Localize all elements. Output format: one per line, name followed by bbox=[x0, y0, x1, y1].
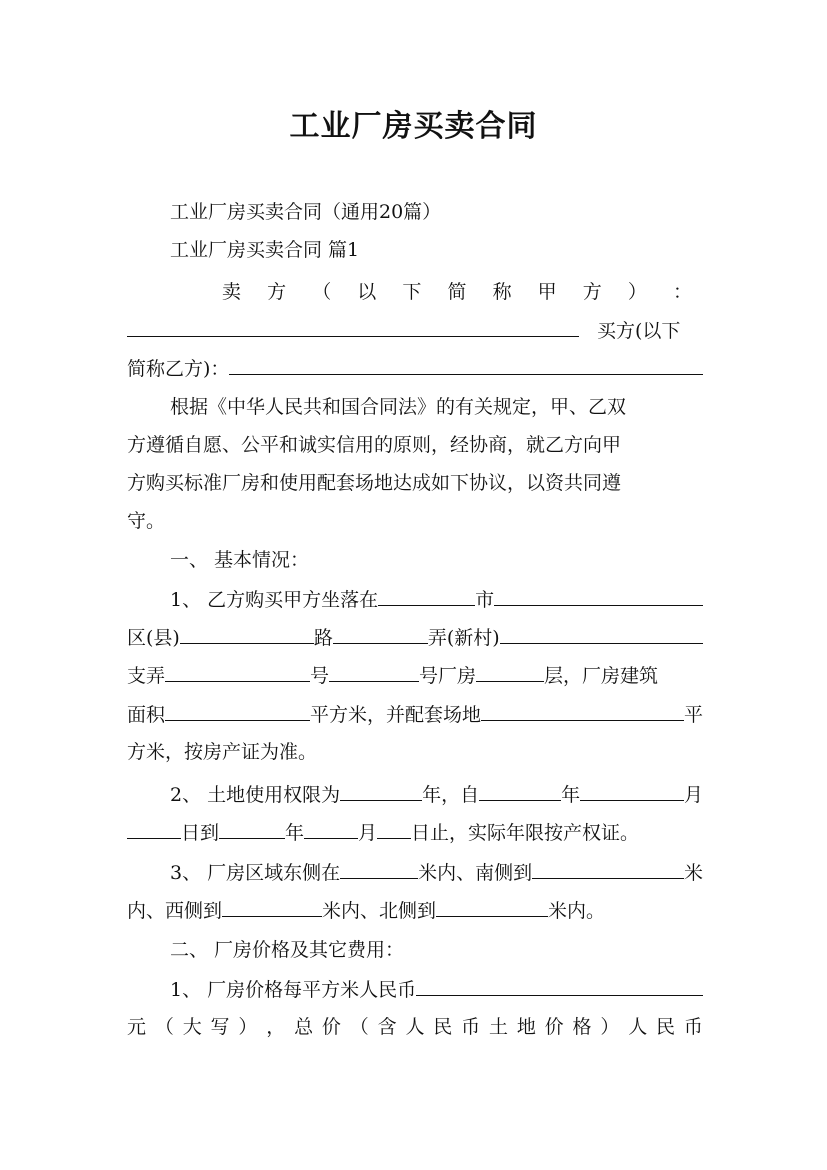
to-day-blank bbox=[377, 820, 411, 839]
price-line-char: 民 bbox=[433, 1016, 453, 1038]
buyer-line-2 bbox=[127, 356, 703, 381]
site-area-blank bbox=[481, 702, 684, 721]
road-blank bbox=[180, 625, 314, 644]
west-blank bbox=[222, 898, 322, 917]
price-line-char: 土 bbox=[488, 1016, 508, 1038]
item2-text-h: 日止，实际年限按产权证。 bbox=[411, 822, 640, 844]
village-blank bbox=[500, 625, 703, 644]
price-line-char: ） bbox=[600, 1016, 620, 1038]
district-blank bbox=[494, 587, 703, 606]
to-month-blank bbox=[304, 820, 358, 839]
seller-label-char: （ bbox=[312, 281, 332, 303]
seller-label-char: 简 bbox=[447, 281, 467, 303]
price-line-char: 大 bbox=[182, 1016, 202, 1038]
from-year-blank bbox=[479, 782, 561, 801]
item1-line4 bbox=[127, 702, 703, 727]
item2-text-b: 年，自 bbox=[422, 784, 480, 806]
price-line-char: 地 bbox=[516, 1016, 536, 1038]
item2-text-g: 月 bbox=[358, 822, 378, 844]
floor-blank bbox=[476, 663, 544, 682]
south-blank bbox=[532, 860, 684, 879]
seller-label-char: 甲 bbox=[537, 281, 557, 303]
item1-text-c: 区(县) bbox=[127, 627, 180, 649]
item2-text-d: 月 bbox=[683, 784, 703, 806]
price-line-char: （ bbox=[154, 1016, 174, 1038]
price-line-char: 民 bbox=[656, 1016, 676, 1038]
price-line-char: 价 bbox=[544, 1016, 564, 1038]
item1-text-b: 市 bbox=[475, 589, 495, 611]
price-line-char: 币 bbox=[461, 1016, 481, 1038]
item1-text-e: 弄(新村) bbox=[427, 627, 500, 649]
item1-text-a: 1、 乙方购买甲方坐落在 bbox=[170, 589, 379, 611]
price-line2 bbox=[127, 1015, 703, 1039]
from-month-blank bbox=[580, 782, 684, 801]
seller-label-char: 以 bbox=[357, 281, 377, 303]
item3-text-f: 米内。 bbox=[548, 900, 606, 922]
para1-line1: 根据《中华人民共和国合同法》的有关规定，甲、乙双 bbox=[170, 396, 627, 418]
branch-lane-blank bbox=[165, 663, 310, 682]
buyer-line bbox=[127, 318, 703, 343]
price-text-a: 1、 厂房价格每平方米人民币 bbox=[170, 979, 417, 1001]
para1-line4: 守。 bbox=[127, 510, 166, 532]
city-blank bbox=[378, 587, 475, 606]
section1-title: 一、 基本情况： bbox=[170, 549, 310, 571]
seller-label-char: 称 bbox=[492, 281, 512, 303]
item3-text-e: 米内、北侧到 bbox=[322, 900, 437, 922]
seller-label-char: ： bbox=[672, 281, 692, 303]
to-year-blank bbox=[219, 820, 285, 839]
years-blank bbox=[340, 782, 422, 801]
price-line-char: ） bbox=[238, 1016, 258, 1038]
price-line-char: （ bbox=[349, 1016, 369, 1038]
from-day-blank bbox=[127, 820, 181, 839]
price-line-char: 元 bbox=[127, 1016, 147, 1038]
item1-line5: 方米，按房产证为准。 bbox=[127, 741, 318, 763]
item1-line3 bbox=[127, 663, 703, 688]
seller-label-char: 方 bbox=[267, 281, 287, 303]
price-line-char: 币 bbox=[683, 1016, 703, 1038]
item2-text-a: 2、 土地使用权限为 bbox=[170, 784, 341, 806]
buyer-label-2: 简称乙方)： bbox=[127, 358, 230, 380]
item2-text-c: 年 bbox=[561, 784, 581, 806]
seller-label-char: 下 bbox=[402, 281, 422, 303]
item1-text-h: 号厂房 bbox=[419, 665, 477, 687]
price-line-char: ， bbox=[266, 1016, 286, 1038]
section2-title: 二、 厂房价格及其它费用： bbox=[170, 939, 405, 961]
east-blank bbox=[340, 860, 418, 879]
seller-label-char: ） bbox=[627, 281, 647, 303]
item1-text-f: 支弄 bbox=[127, 665, 166, 687]
item1-line1 bbox=[170, 587, 703, 612]
number-blank bbox=[329, 663, 419, 682]
price-line-char: 总 bbox=[294, 1016, 314, 1038]
subtitle: 工业厂房买卖合同（通用20篇） bbox=[170, 201, 442, 223]
area-blank bbox=[165, 702, 310, 721]
price-line-char: 人 bbox=[628, 1016, 648, 1038]
para1-line3: 方购买标准厂房和使用配套场地达成如下协议，以资共同遵 bbox=[127, 472, 622, 494]
para1-line2: 方遵循自愿、公平和诚实信用的原则，经协商，就乙方向甲 bbox=[127, 434, 622, 456]
item2-line1 bbox=[170, 782, 703, 807]
item1-text-l: 平 bbox=[683, 704, 703, 726]
item3-text-a: 3、 厂房区域东侧在 bbox=[170, 862, 341, 884]
item2-line2 bbox=[127, 820, 703, 845]
document-title: 工业厂房买卖合同 bbox=[289, 109, 538, 144]
item1-text-i: 层，厂房建筑 bbox=[544, 665, 659, 687]
seller-name-blank bbox=[127, 318, 579, 337]
item2-text-e: 日到 bbox=[181, 822, 220, 844]
item1-text-j: 面积 bbox=[127, 704, 166, 726]
item1-text-g: 号 bbox=[310, 665, 330, 687]
price-line-char: 写 bbox=[210, 1016, 230, 1038]
seller-line bbox=[222, 280, 692, 304]
price-line1 bbox=[170, 977, 703, 1002]
item3-text-c: 米 bbox=[683, 862, 703, 884]
item1-text-k: 平方米，并配套场地 bbox=[310, 704, 482, 726]
item1-text-d: 路 bbox=[313, 627, 333, 649]
item3-line2 bbox=[127, 898, 703, 923]
item2-text-f: 年 bbox=[285, 822, 305, 844]
buyer-name-blank bbox=[229, 356, 703, 375]
buyer-label: 买方(以下 bbox=[597, 320, 681, 342]
item1-line2 bbox=[127, 625, 703, 650]
seller-label-char: 方 bbox=[582, 281, 602, 303]
price-line-char: 格 bbox=[572, 1016, 592, 1038]
price-line-char: 含 bbox=[377, 1016, 397, 1038]
price-line-char: 人 bbox=[405, 1016, 425, 1038]
item3-text-d: 内、西侧到 bbox=[127, 900, 223, 922]
north-blank bbox=[436, 898, 548, 917]
section-heading: 工业厂房买卖合同 篇1 bbox=[170, 239, 360, 261]
item3-line1 bbox=[170, 860, 703, 885]
unit-price-blank bbox=[416, 977, 703, 996]
seller-label-char: 卖 bbox=[222, 281, 242, 303]
item3-text-b: 米内、南侧到 bbox=[418, 862, 533, 884]
lane-blank bbox=[333, 625, 428, 644]
price-line-char: 价 bbox=[321, 1016, 341, 1038]
